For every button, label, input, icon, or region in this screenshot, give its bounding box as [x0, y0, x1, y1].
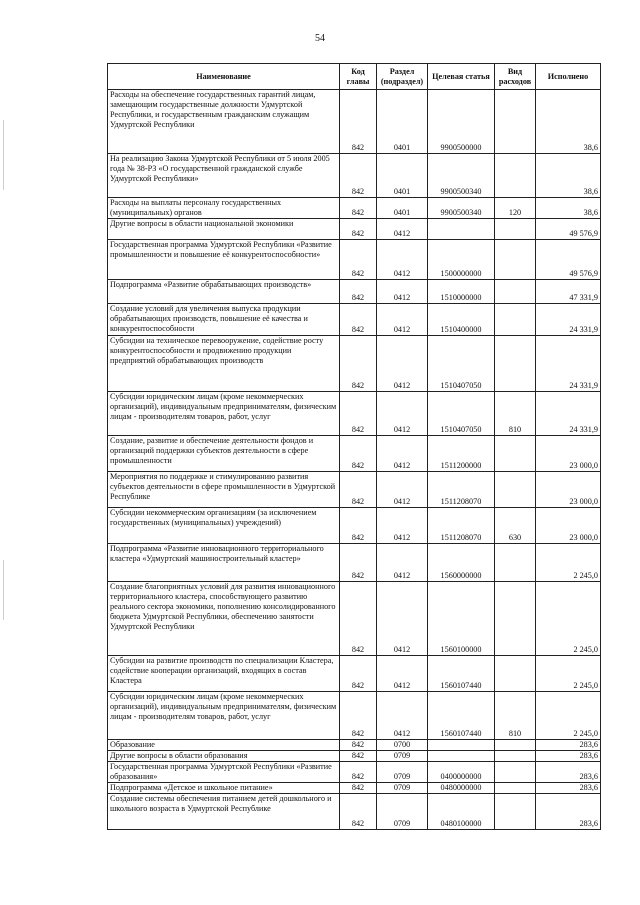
row-section: 0709	[377, 762, 428, 783]
row-article: 1560107440	[428, 656, 495, 692]
row-name: Расходы на выплаты персоналу государственных (муниципальных) органов	[108, 198, 340, 219]
row-article: 9900500000	[428, 90, 495, 154]
row-section: 0412	[377, 336, 428, 392]
row-section: 0412	[377, 582, 428, 656]
row-name: Субсидии на техническое перевооружение, содействие росту конкурентоспособности и продвижению продукции предприятий обрабатывающих производств	[108, 336, 340, 392]
table-row	[108, 508, 601, 544]
row-name: Создание условий для увеличения выпуска продукции обрабатывающих производств, повышение её качества и конкурентоспособности	[108, 304, 340, 336]
table-row	[108, 240, 601, 280]
row-amount: 283,6	[536, 751, 601, 762]
table-row	[108, 544, 601, 582]
row-type: 810	[495, 692, 536, 740]
row-article: 1510000000	[428, 280, 495, 304]
row-name: Другие вопросы в области образования	[108, 751, 340, 762]
row-code: 842	[340, 198, 377, 219]
row-name: Субсидии юридическим лицам (кроме некоммерческих организаций), индивидуальным предпринимателям, физическим лицам - производителям товаров, работ, услуг	[108, 392, 340, 436]
row-section: 0412	[377, 392, 428, 436]
row-type	[495, 751, 536, 762]
row-type	[495, 544, 536, 582]
table-row	[108, 154, 601, 198]
row-code: 842	[340, 219, 377, 240]
table-row	[108, 304, 601, 336]
row-name: Другие вопросы в области национальной экономики	[108, 219, 340, 240]
row-name: Государственная программа Удмуртской Республики «Развитие промышленности и повышение её конкурентоспособности»	[108, 240, 340, 280]
row-type	[495, 740, 536, 751]
table-row	[108, 198, 601, 219]
row-name: Субсидии некоммерческим организациям (за исключением государственных (муниципальных) учреждений)	[108, 508, 340, 544]
row-article: 0400000000	[428, 762, 495, 783]
row-amount: 49 576,9	[536, 219, 601, 240]
header-section: Раздел (подраздел)	[377, 64, 428, 90]
row-type	[495, 472, 536, 508]
header-amount: Исполнено	[536, 64, 601, 90]
row-name: Подпрограмма «Развитие инновационного территориального кластера «Удмуртский машиностроительный кластер»	[108, 544, 340, 582]
row-article: 1511208070	[428, 508, 495, 544]
row-amount: 283,6	[536, 762, 601, 783]
row-amount: 2 245,0	[536, 582, 601, 656]
row-section: 0412	[377, 219, 428, 240]
row-code: 842	[340, 392, 377, 436]
row-section: 0412	[377, 656, 428, 692]
row-code: 842	[340, 783, 377, 794]
table-row	[108, 751, 601, 762]
header-article: Целевая статья	[428, 64, 495, 90]
row-article: 1500000000	[428, 240, 495, 280]
header-name: Наименование	[108, 64, 340, 90]
row-type	[495, 582, 536, 656]
row-section: 0401	[377, 198, 428, 219]
row-amount: 38,6	[536, 154, 601, 198]
row-amount: 47 331,9	[536, 280, 601, 304]
row-section: 0412	[377, 544, 428, 582]
row-type	[495, 219, 536, 240]
budget-execution-table	[107, 63, 601, 830]
row-code: 842	[340, 740, 377, 751]
table-row	[108, 472, 601, 508]
row-code: 842	[340, 436, 377, 472]
row-amount: 2 245,0	[536, 544, 601, 582]
row-amount: 283,6	[536, 740, 601, 751]
row-amount: 38,6	[536, 198, 601, 219]
row-name: Государственная программа Удмуртской Республики «Развитие образования»	[108, 762, 340, 783]
table-row	[108, 336, 601, 392]
row-article: 1510400000	[428, 304, 495, 336]
row-article: 1511208070	[428, 472, 495, 508]
row-name: Подпрограмма «Детское и школьное питание»	[108, 783, 340, 794]
row-name: Субсидии на развитие производств по специализации Кластера, содействие кооперации организаций, входящих в состав Кластера	[108, 656, 340, 692]
row-code: 842	[340, 656, 377, 692]
row-amount: 23 000,0	[536, 472, 601, 508]
row-code: 842	[340, 692, 377, 740]
row-name: Создание благоприятных условий для развития инновационного территориального кластера, способствующего развитию реального сектора экономики, пополнению консолидированного бюджета Удмуртской Республики, обеспечению занятости Удмуртской Республики	[108, 582, 340, 656]
row-article: 1510407050	[428, 392, 495, 436]
table-row	[108, 762, 601, 783]
row-article: 1560000000	[428, 544, 495, 582]
table-row	[108, 436, 601, 472]
row-article	[428, 740, 495, 751]
row-type	[495, 154, 536, 198]
row-section: 0401	[377, 154, 428, 198]
row-name: Мероприятия по поддержке и стимулированию развития субъектов деятельности в сфере промышленности в Удмуртской Республике	[108, 472, 340, 508]
row-type: 810	[495, 392, 536, 436]
table-header-row	[108, 64, 601, 90]
row-name: Создание, развитие и обеспечение деятельности фондов и организаций поддержки субъектов деятельности в сфере промышленности	[108, 436, 340, 472]
page-number: 54	[315, 33, 325, 44]
row-amount: 23 000,0	[536, 508, 601, 544]
table-row	[108, 392, 601, 436]
row-code: 842	[340, 90, 377, 154]
row-code: 842	[340, 154, 377, 198]
row-section: 0709	[377, 783, 428, 794]
row-section: 0709	[377, 794, 428, 830]
row-name: Образование	[108, 740, 340, 751]
row-section: 0412	[377, 280, 428, 304]
row-section: 0412	[377, 240, 428, 280]
row-article: 1511200000	[428, 436, 495, 472]
row-type: 630	[495, 508, 536, 544]
row-type	[495, 304, 536, 336]
row-name: Создание системы обеспечения питанием детей дошкольного и школьного возраста в Удмуртской Республике	[108, 794, 340, 830]
row-code: 842	[340, 751, 377, 762]
row-name: Субсидии юридическим лицам (кроме некоммерческих организаций), индивидуальным предпринимателям, физическим лицам - производителям товаров, работ, услуг	[108, 692, 340, 740]
row-amount: 38,6	[536, 90, 601, 154]
row-name: На реализацию Закона Удмуртской Республики от 5 июля 2005 года № 38-РЗ «О государственной гражданской службе Удмуртской Республики»	[108, 154, 340, 198]
row-amount: 2 245,0	[536, 656, 601, 692]
row-code: 842	[340, 304, 377, 336]
row-type	[495, 436, 536, 472]
row-article: 0480100000	[428, 794, 495, 830]
row-code: 842	[340, 544, 377, 582]
row-code: 842	[340, 240, 377, 280]
row-type	[495, 90, 536, 154]
row-section: 0401	[377, 90, 428, 154]
row-type	[495, 240, 536, 280]
header-code: Код главы	[340, 64, 377, 90]
table-row	[108, 90, 601, 154]
table-row	[108, 794, 601, 830]
row-name: Подпрограмма «Развитие обрабатывающих производств»	[108, 280, 340, 304]
row-type	[495, 762, 536, 783]
row-article: 1560100000	[428, 582, 495, 656]
row-article: 9900500340	[428, 154, 495, 198]
row-type	[495, 336, 536, 392]
table-row	[108, 280, 601, 304]
row-article	[428, 751, 495, 762]
row-code: 842	[340, 794, 377, 830]
row-amount: 2 245,0	[536, 692, 601, 740]
row-section: 0412	[377, 692, 428, 740]
header-type: Вид расходов	[495, 64, 536, 90]
row-code: 842	[340, 472, 377, 508]
row-code: 842	[340, 762, 377, 783]
table-body	[108, 90, 601, 830]
table-row	[108, 740, 601, 751]
row-amount: 24 331,9	[536, 304, 601, 336]
row-type	[495, 783, 536, 794]
row-type	[495, 656, 536, 692]
row-article: 9900500340	[428, 198, 495, 219]
table-row	[108, 783, 601, 794]
row-name: Расходы на обеспечение государственных гарантий лицам, замещающим государственные должности Удмуртской Республики, и государственным гражданским служащим Удмуртской Республики	[108, 90, 340, 154]
row-section: 0412	[377, 508, 428, 544]
row-type: 120	[495, 198, 536, 219]
row-article: 1560107440	[428, 692, 495, 740]
table-row	[108, 582, 601, 656]
table-row	[108, 692, 601, 740]
row-amount: 283,6	[536, 783, 601, 794]
row-amount: 24 331,9	[536, 336, 601, 392]
row-amount: 49 576,9	[536, 240, 601, 280]
row-type	[495, 794, 536, 830]
row-section: 0412	[377, 436, 428, 472]
row-article	[428, 219, 495, 240]
row-section: 0412	[377, 304, 428, 336]
scan-margin-mark	[3, 120, 4, 190]
row-section: 0700	[377, 740, 428, 751]
row-amount: 24 331,9	[536, 392, 601, 436]
row-article: 0480000000	[428, 783, 495, 794]
row-article: 1510407050	[428, 336, 495, 392]
table-row	[108, 219, 601, 240]
scan-margin-mark	[3, 560, 4, 620]
row-type	[495, 280, 536, 304]
row-section: 0709	[377, 751, 428, 762]
row-code: 842	[340, 582, 377, 656]
table-row	[108, 656, 601, 692]
row-code: 842	[340, 508, 377, 544]
row-code: 842	[340, 336, 377, 392]
row-amount: 283,6	[536, 794, 601, 830]
row-code: 842	[340, 280, 377, 304]
row-amount: 23 000,0	[536, 436, 601, 472]
row-section: 0412	[377, 472, 428, 508]
